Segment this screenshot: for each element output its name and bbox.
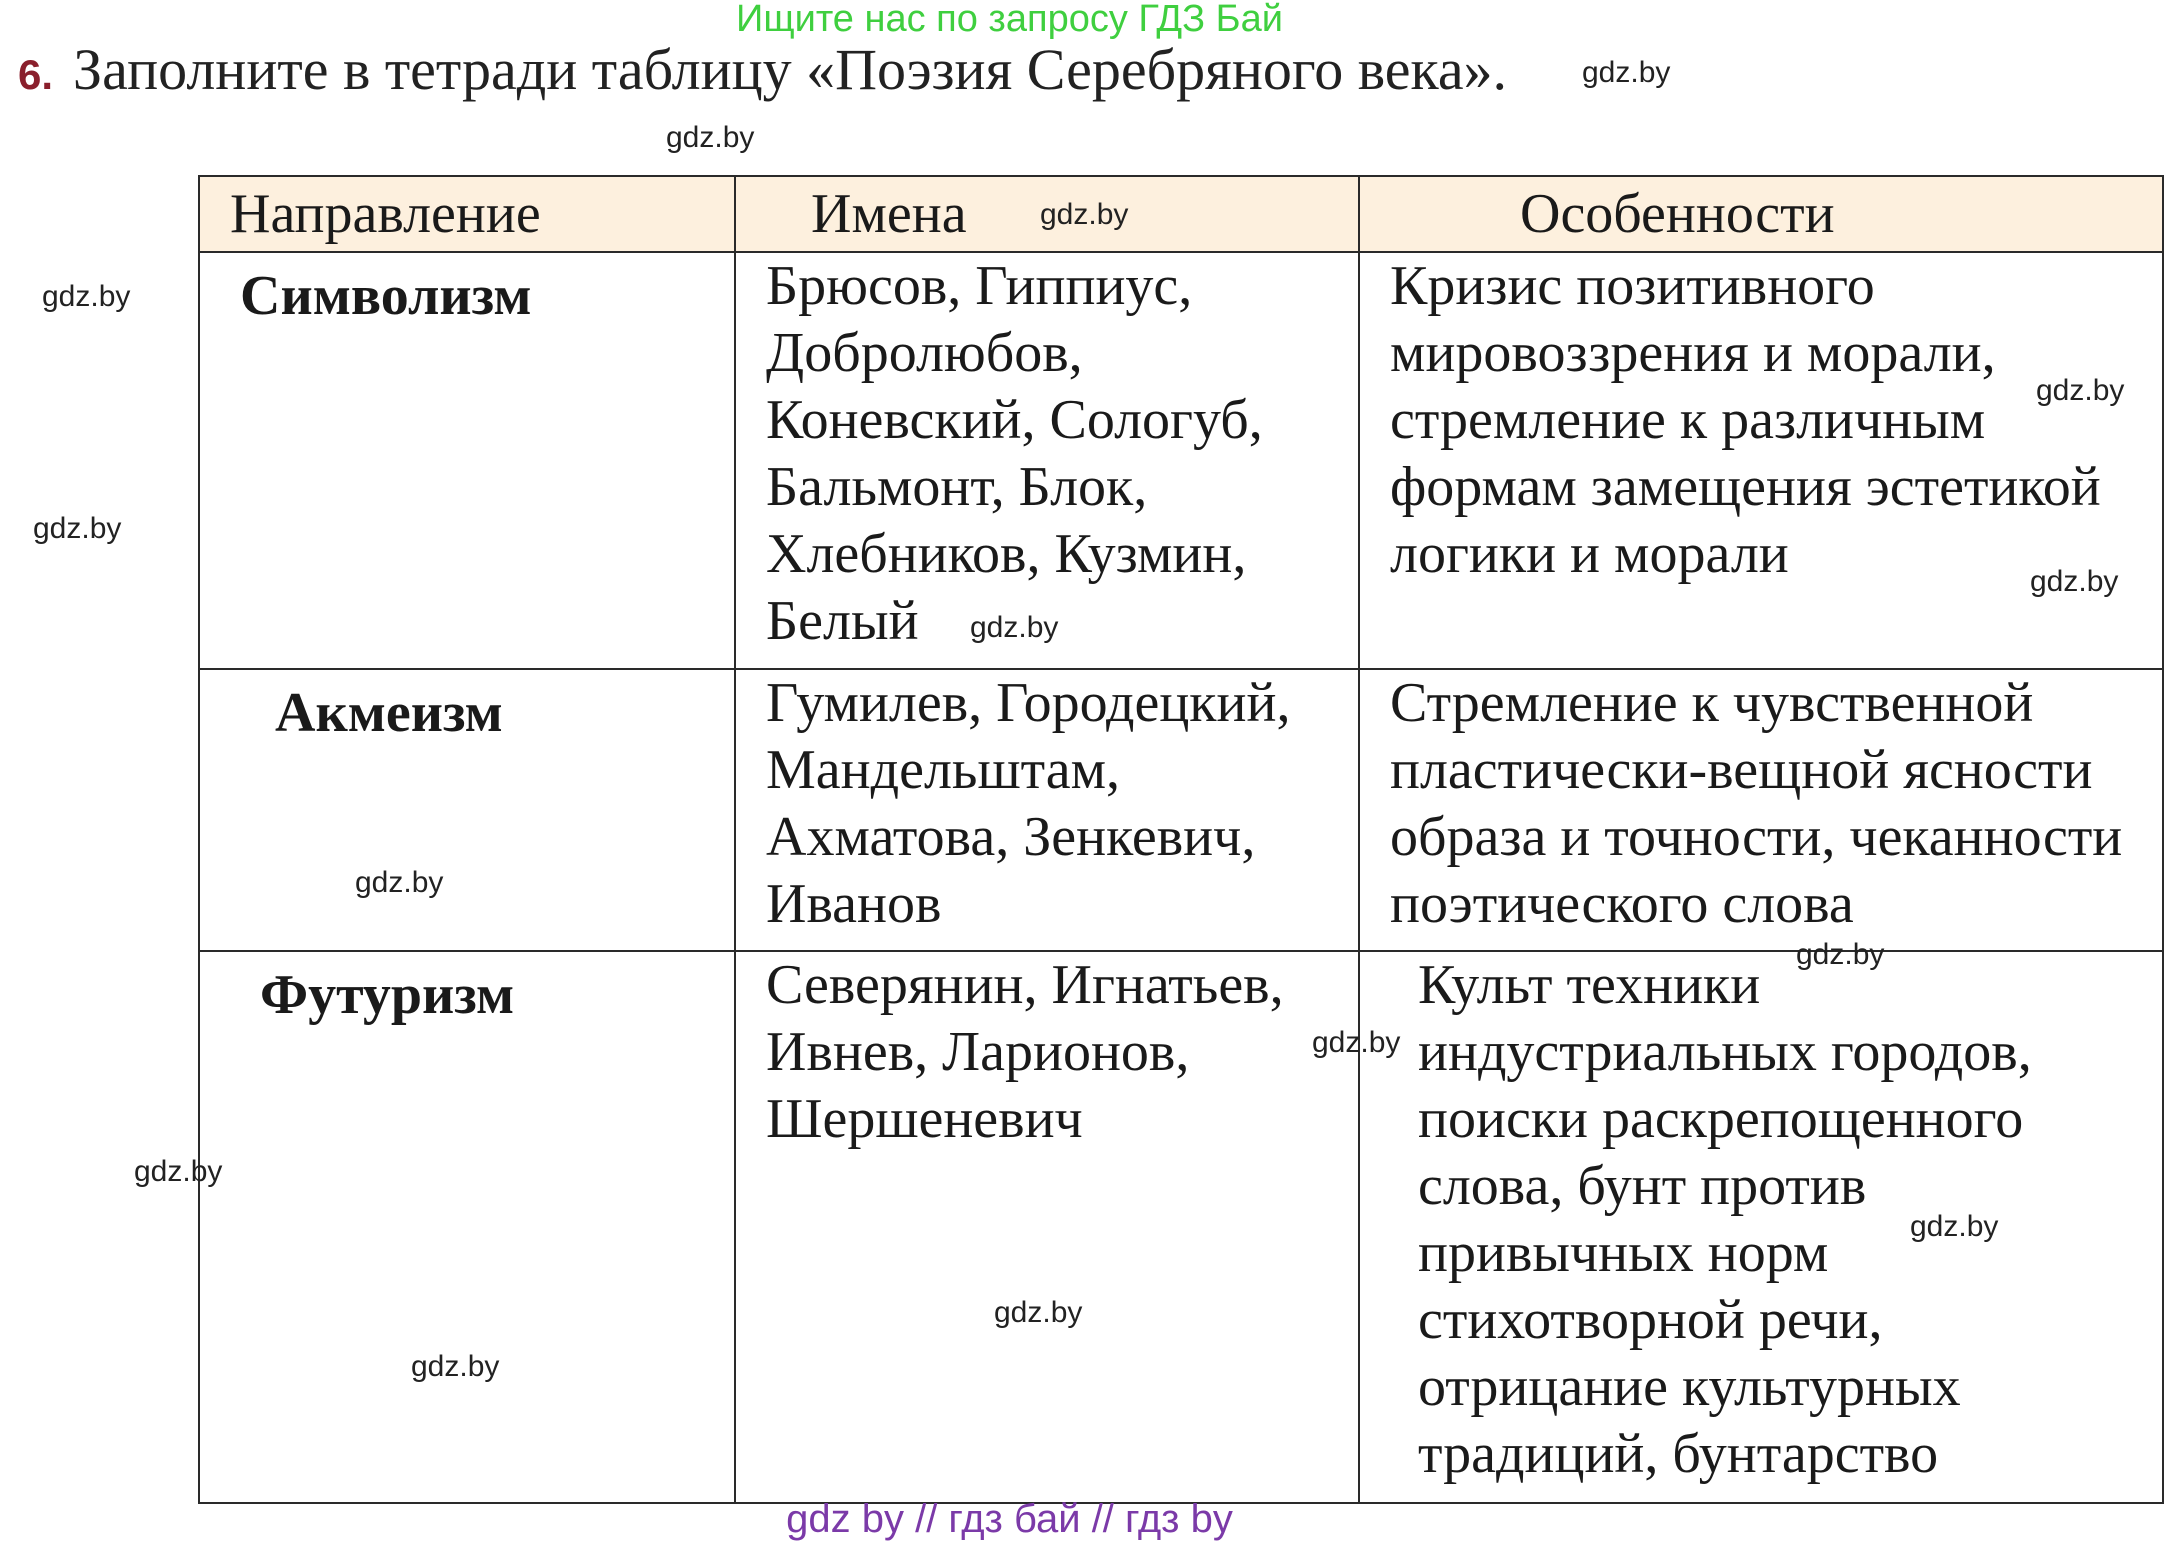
features-line: образа и точности, чеканности <box>1390 806 2123 868</box>
features-cell <box>1359 951 2163 1503</box>
watermark: gdz.by <box>1312 1026 1401 1059</box>
watermark: gdz.by <box>666 121 755 154</box>
watermark: gdz.by <box>1796 938 1885 971</box>
header-direction: Направление <box>199 176 735 252</box>
watermark: gdz.by <box>355 866 444 899</box>
names-line: Добролюбов, <box>766 322 1083 384</box>
features-line: Кризис позитивного <box>1390 255 1875 317</box>
table-row-acmeism <box>199 669 2163 951</box>
table-header-row <box>199 176 2163 252</box>
names-line: Белый <box>766 590 919 652</box>
task-heading <box>18 36 1507 103</box>
direction-cell: Акмеизм <box>199 669 735 951</box>
names-line: Северянин, Игнатьев, <box>766 954 1284 1016</box>
direction-cell: Символизм <box>199 252 735 669</box>
watermark: gdz.by <box>2030 565 2119 598</box>
names-line: Коневский, Сологуб, <box>766 389 1263 451</box>
names-line: Гумилев, Городецкий, <box>766 672 1291 734</box>
names-line: Бальмонт, Блок, <box>766 456 1148 518</box>
names-line: Брюсов, Гиппиус, <box>766 255 1193 317</box>
watermark: gdz.by <box>42 280 131 313</box>
features-line: традиций, бунтарство <box>1418 1423 1939 1485</box>
names-line: Шершеневич <box>766 1088 1083 1150</box>
names-line: Ахматова, Зенкевич, <box>766 806 1256 868</box>
names-line: Ивнев, Ларионов, <box>766 1021 1190 1083</box>
names-line: Мандельштам, <box>766 739 1121 801</box>
features-line: поэтического слова <box>1390 873 1854 935</box>
watermark: gdz.by <box>134 1155 223 1188</box>
features-line: формам замещения эстетикой <box>1390 456 2101 518</box>
names-cell <box>735 951 1359 1503</box>
header-features: Особенности <box>1359 176 2163 252</box>
watermark: gdz.by <box>1040 198 1129 231</box>
features-cell <box>1359 669 2163 951</box>
names-line: Хлебников, Кузмин, <box>766 523 1247 585</box>
features-line: привычных норм <box>1418 1222 1829 1284</box>
task-text: Заполните в тетради таблицу «Поэзия Серебряного века». <box>73 37 1508 102</box>
table-row-futurism <box>199 951 2163 1503</box>
names-line: Иванов <box>766 873 942 935</box>
direction-cell: Футуризм <box>199 951 735 1503</box>
features-line: стихотворной речи, <box>1418 1289 1883 1351</box>
features-line: Культ техники <box>1418 954 1761 1016</box>
table-row-symbolism <box>199 252 2163 669</box>
features-line: слова, бунт против <box>1418 1155 1867 1217</box>
silver-age-table <box>198 175 2164 1504</box>
features-line: мировоззрения и морали, <box>1390 322 1996 384</box>
features-line: Стремление к чувственной <box>1390 672 2034 734</box>
features-line: стремление к различным <box>1390 389 1986 451</box>
features-line: поиски раскрепощенного <box>1418 1088 2024 1150</box>
features-cell <box>1359 252 2163 669</box>
search-banner[interactable]: Ищите нас по запросу ГДЗ Бай <box>736 0 1283 40</box>
names-cell <box>735 252 1359 669</box>
watermark: gdz.by <box>1582 56 1671 89</box>
watermark: gdz.by <box>970 611 1059 644</box>
features-line: индустриальных городов, <box>1418 1021 2032 1083</box>
watermark: gdz.by <box>411 1350 500 1383</box>
names-cell <box>735 669 1359 951</box>
header-names: Имена <box>735 176 1359 252</box>
features-line: отрицание культурных <box>1418 1356 1961 1418</box>
features-line: логики и морали <box>1390 523 1789 585</box>
footer-links[interactable]: gdz by // гдз бай // гдз by <box>786 1497 1233 1541</box>
watermark: gdz.by <box>994 1296 1083 1329</box>
features-line: пластически-вещной ясности <box>1390 739 2093 801</box>
watermark: gdz.by <box>33 512 122 545</box>
task-number: 6. <box>18 51 54 98</box>
watermark: gdz.by <box>2036 374 2125 407</box>
watermark: gdz.by <box>1910 1210 1999 1243</box>
